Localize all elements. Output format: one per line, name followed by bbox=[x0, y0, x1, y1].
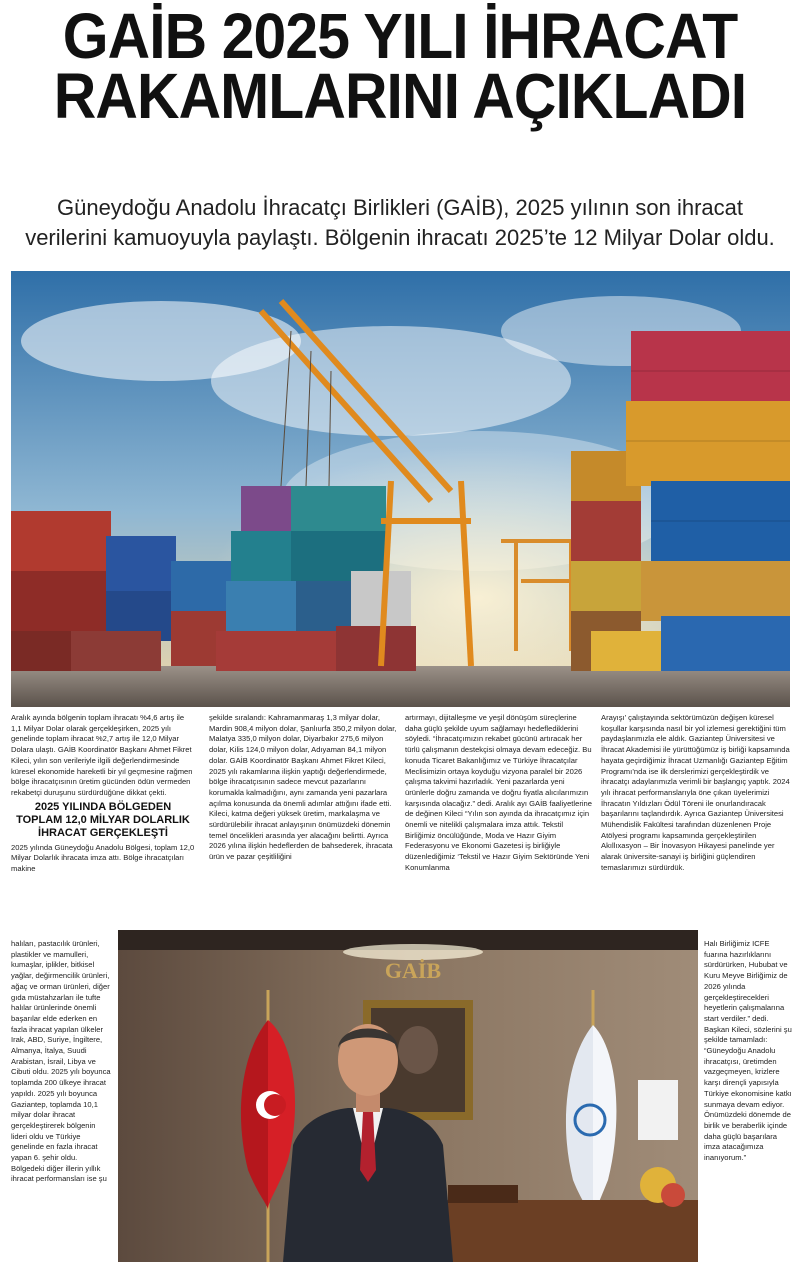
lede-paragraph: Güneydoğu Anadolu İhracatçı Birlikleri (GAİB), 2025 yılının son ihracat verilerini kamuoyuyla paylaştı. Bölgenin ihracatı 2025’te 12 Milyar Dolar oldu. bbox=[25, 195, 775, 250]
article-column-1-narrow bbox=[11, 939, 111, 1185]
article-column-3 bbox=[405, 713, 595, 874]
column-1-narrow-text: halıları, pastacılık ürünleri, plastikler ve mamulleri, kumaşlar, iplikler, bitkisel yağlar, değirmencilik ürünleri, ağaç ve orman ürünleri, diğer gıda müstahzarları ile tufte halılar ürünlerinde önemli başarılar elde ederken en fazla ihracat yapılan ülkeler Irak, ABD, Suriye, İngiltere, Almanya, İtalya, Suudi Arabistan, İsrail, Libya ve Cibuti oldu. 2025 yılı boyunca toplamda 200 ülkeye ihracat yapıldı. 2025 yılı boyunca Gaziantep, toplamda 10,1 milyar dolar ihracat gerçekleştirerek bölgenin lideri oldu ve Türkiye genelinde en fazla ihracat yapan 6. şehir oldu. Bölgedeki diğer illerin yıllık ihracat performansları ise şu bbox=[11, 939, 111, 1184]
article-column-4 bbox=[601, 713, 791, 874]
port-scene bbox=[11, 271, 790, 707]
column-2-text: şekilde sıralandı: Kahramanmaraş 1,3 milyar dolar, Mardin 908,4 milyon dolar, Şanlıurfa 350,2 milyon dolar, Malatya 335,0 milyon dolar, Diyarbakır 275,6 milyon dolar, Kilis 124,0 milyon dolar, Adıyaman 84,1 milyon dolar. GAİB Koordinatör Başkanı Ahmet Fikret Kileci, 2025 yılı rakamlarına ilişkin yaptığı değerlendirmede, bölge ihracatçısının sadece mevcut pazarlarını korumakla kalmadığını, aynı zamanda yeni pazarlara açılma konusunda da önemli adımlar attığını ifade etti. Kileci, katma değeri yüksek üretim, markalaşma ve sürdürülebilir ihracat anlayışının önümüzdeki dönemin temel öncelikleri arasında yer alacağını belirtti. Ayrıca 2026 yılına ilişkin hedeflerden de bahsederek, ihracata ürün ve pazar çeşitliliğini bbox=[209, 713, 397, 862]
column-3-text: artırmayı, dijitalleşme ve yeşil dönüşüm süreçlerine daha güçlü şekilde uyum sağlamayı hedeflediklerini söyledi. “İhracatçımızın rekabet gücünü artıracak her türlü çalışmanın destekçisi olmaya devam edeceğiz. Bu konuda Ticaret Bakanlığımız ve Türkiye İhracatçılar Meclisimizin ortaya koyduğu vizyona paralel bir 2026 çalışma takvimi hazırladık. Yeni pazarlarda yeni ürünlerle doğru zamanda ve doğru fiyatla alıcılarımızın karşısında olacağız.” dedi. Aralık ayı GAİB faaliyetlerine de değinen Kileci “Yılın son ayında da ihracatçımız için önemli ve nitelikli çalışmalara imza attık. Tekstil Birliğimiz öncülüğünde, Moda ve Hazır Giyim Federasyonu ve Ekonomi Gazetesi iş birliğiyle düzenlediğimiz ‘Tekstil ve Hazır Giyim Sektöründe Yeni Konumlanma bbox=[405, 713, 592, 872]
article-column-4-narrow bbox=[704, 939, 792, 1164]
office-portrait-scene bbox=[118, 930, 698, 1262]
article-column-2 bbox=[209, 713, 399, 863]
column-4-text: Arayışı’ çalıştayında sektörümüzün değişen küresel koşullar karşısında nasıl bir yol izlemesi gerektiğini tüm paydaşlarımızla ele aldık. Gaziantep Üniversitesi ve İhracat Akademisi ile yürüttüğümüz iş birliği kapsamında hayata geçirdiğimiz İhracat Uzmanlığı Gaziantep Eğitim Programı’nda ise ilk derslerimizi gerçekleştirdik ve ihracatçı adaylarımızla verimli bir başlangıç yaptık. 2024 yılı ihracat performanslarıyla öne çıkan üyelerimizi İhracatın Yıldızları Ödül Töreni ile onurlandıracak başarılarını taçlandırdık. Ayrıca Gaziantep Üniversitesi Mühendislik Fakültesi tarafından düzenlenen Proje Atölyesi programı kapsamında gerçekleştirilen Akıllıxasyon – Bir İnovasyon Hikayesi panelinde yer alarak üniversite-sanayi iş birliğini güçlendiren temaslarımızı sürdürdük. bbox=[601, 713, 790, 872]
headline bbox=[32, 0, 768, 132]
headline-line-1: GAİB 2025 YILI İHRACAT bbox=[62, 0, 738, 72]
section-subhead: 2025 YILINDA BÖLGEDEN TOPLAM 12,0 MİLYAR DOLARLIK İHRACAT GERÇEKLEŞTİ bbox=[16, 800, 190, 839]
column-1-body: 2025 yılında Güneydoğu Anadolu Bölgesi, toplam 12,0 Milyar Dolarlık ihracata imza attı. Bölge ihracatçıları makine bbox=[11, 842, 195, 874]
port-containers-photo bbox=[11, 271, 790, 707]
portrait-photo bbox=[118, 930, 698, 1262]
article-column-1 bbox=[11, 713, 195, 875]
headline-line-2: RAKAMLARINI AÇIKLADI bbox=[53, 60, 747, 132]
column-1-intro: Aralık ayında bölgenin toplam ihracatı %4,6 artış ile 1,1 Milyar Dolar olarak gerçekleşirken, 2025 yılı genelinde toplam ihracat %2,7 artış ile 12,0 Milyar Dolara ulaştı. GAİB Koordinatör Başkanı Ahmet Fikret Kileci, yılın son verileriyle ilgili değerlendirmesinde küresel ekonomide hareketli bir yıl geçmesine rağmen bölge ihracatçısının üretim gücünden ödün vermeden rekabetçi duruşunu sürdürdüğüne dikkat çekti. bbox=[11, 713, 193, 797]
column-4-narrow-text: Halı Birliğimiz ICFE fuarına hazırlıklarını sürdürürken, Hububat ve Kuru Meyve Birliğimiz de 2026 yılında gerçekleştirecekleri heyetlerin çalışmalarına start verdiler.” dedi. Başkan Kileci, sözlerini şu şekilde tamamladı: “Güneydoğu Anadolu ihracatçısı, üretimden vazgeçmeyen, krizlere karşı dirençli yapısıyla Türkiye ekonomisine katkı sunmaya devam ediyor. Önümüzdeki dönemde de birlik ve beraberlik içinde daha güçlü başarılara imza atacağımıza inanıyorum.” bbox=[704, 939, 792, 1163]
wall-logo: GAİB bbox=[384, 958, 442, 983]
